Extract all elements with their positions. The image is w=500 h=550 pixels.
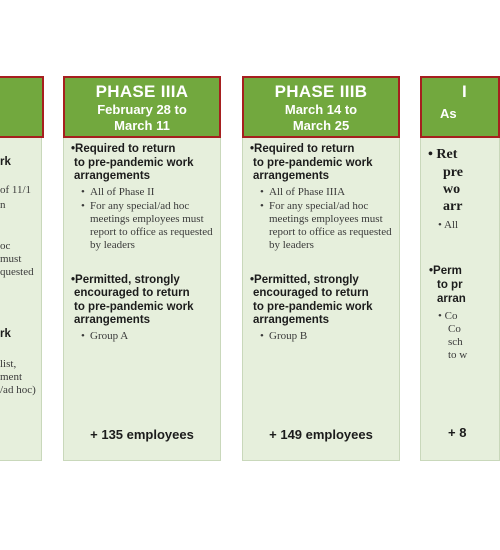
list-item: • All of Phase IIIA xyxy=(250,186,397,199)
phase-iiib-dates-end: March 25 xyxy=(292,118,350,133)
left-fragment: of 11/1 xyxy=(0,184,32,196)
right-employees: + 8 xyxy=(448,425,467,440)
phase-iiib-required-title: •Required to return to pre-pandemic work arrangements xyxy=(250,143,373,182)
phase-iiib-permitted-list xyxy=(250,330,397,343)
phase-iiia-employees: + 135 employees xyxy=(90,427,194,442)
phase-iiia-permitted-title: •Permitted, strongly encouraged to return to pre-pandemic work arrangements xyxy=(71,273,194,326)
phase-iiia-dates-start: February 28 to xyxy=(97,102,187,117)
right-fragment: Co xyxy=(444,310,458,322)
right-fragment: arr xyxy=(443,199,463,214)
left-fragment: /ad hoc) xyxy=(0,384,36,396)
left-fragment: n xyxy=(0,199,6,211)
left-fragment: must xyxy=(0,253,22,265)
right-fragment: wo xyxy=(443,182,461,197)
list-item: • For any special/ad hoc meetings employees must report to office as requested by leaders xyxy=(71,200,218,252)
phase-iiib-required-list xyxy=(250,186,397,252)
right-fragment: Perm xyxy=(433,265,462,277)
phase-iiia-title: PHASE IIIA xyxy=(95,82,189,101)
right-fragment: sch xyxy=(448,336,463,348)
right-header-sub: As xyxy=(440,106,457,121)
list-item: • Group B xyxy=(250,330,397,343)
phase-iiia-required-title: •Required to return to pre-pandemic work arrangements xyxy=(71,143,194,182)
left-fragment: list, xyxy=(0,358,17,370)
phase-iiia-header xyxy=(63,76,221,138)
phase-iiia-required-list xyxy=(71,186,218,252)
list-item: • Group A xyxy=(71,330,218,343)
list-item: • All of Phase II xyxy=(71,186,218,199)
right-fragment: arran xyxy=(437,293,466,305)
left-fragment: rk xyxy=(0,156,11,168)
phase-iiib-employees: + 149 employees xyxy=(269,427,373,442)
phase-iiib-header xyxy=(242,76,400,138)
right-fragment: Co xyxy=(448,323,461,335)
left-fragment: quested xyxy=(0,266,34,278)
right-fragment: to pr xyxy=(437,279,463,291)
right-fragment: pre xyxy=(443,165,463,180)
phase-iiib-permitted-title: •Permitted, strongly encouraged to return to pre-pandemic work arrangements xyxy=(250,273,373,326)
right-fragment: to w xyxy=(448,349,468,361)
phase-iiib-title: PHASE IIIB xyxy=(274,82,368,101)
left-fragment: ment xyxy=(0,371,22,383)
phase-header-right xyxy=(420,76,500,138)
left-fragment: oc xyxy=(0,240,11,252)
phase-header-left xyxy=(0,76,44,138)
left-fragment: rk xyxy=(0,328,11,340)
phase-iiia-dates-end: March 11 xyxy=(114,118,170,133)
list-item: • For any special/ad hoc meetings employees must report to office as requested by leaders xyxy=(250,200,397,252)
phase-iiib-dates-start: March 14 to xyxy=(284,102,358,117)
right-header-title: I xyxy=(462,82,468,101)
phase-iiia-permitted-list xyxy=(71,330,218,343)
right-fragment: Ret xyxy=(436,147,458,162)
right-fragment: All xyxy=(444,219,459,231)
